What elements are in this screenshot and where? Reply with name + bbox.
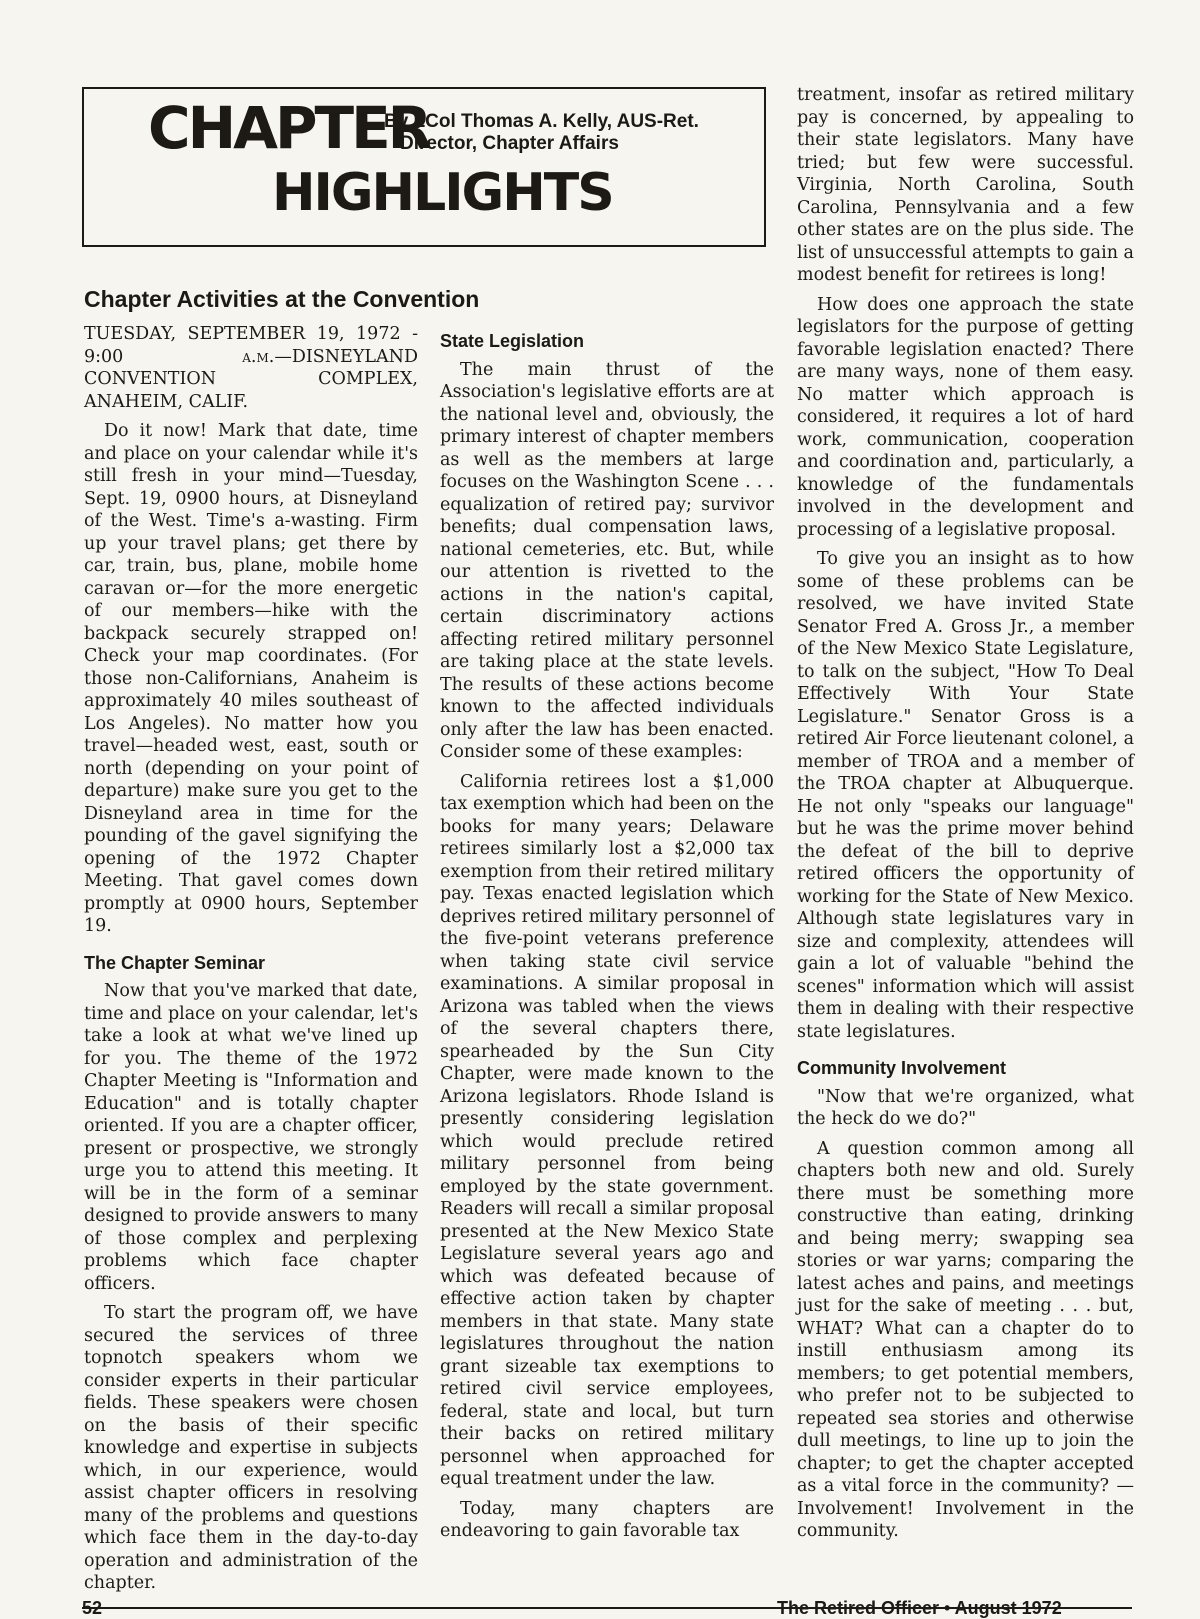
subheading-chapter-seminar: The Chapter Seminar [84,952,266,973]
subheading-state-legislation: State Legislation [440,331,585,351]
column-3 [797,84,1134,1550]
page-number: 52 [82,1598,103,1618]
article-title: Chapter Activities at the Convention [84,286,480,312]
paragraph: A question common among all chapters both new and old. Surely there must be something more constructive than eating, drinking and being merry; swapping sea stories or war yarns; comparing the latest aches and pains, and meetings just for the sake of meeting . . . but, WHAT? What can a chapter do to instill enthusiasm among its members; to get potential members, who prefer not to be subjected to repeated sea stories and otherwise dull meetings, to line up to join the chapter; to get the chapter accepted as a vital force in the community? —Involvement! Involvement in the community. [797,1138,1134,1541]
byline-title: Director, Chapter Affairs [400,133,619,154]
paragraph: Now that you've marked that date, time and place on your calendar, let's take a look at what we've lined up for you. The theme of the 1972 Chapter Meeting is "Information and Education" and is totally chapter oriented. If you are a chapter officer, present or prospective, we strongly urge you to attend this meeting. It will be in the form of a seminar designed to provide answers to many of those complex and perplexing problems which face chapter officers. [84,981,418,1294]
paragraph: treatment, insofar as retired military pay is concerned, by appealing to their state legislators. Many have tried; but few were successful. Virginia, North Carolina, South Carolina, Pennsylvania and a few other states are on the plus side. The list of unsuccessful attempts to gain a modest benefit for retirees is long! [797,85,1134,285]
dateline: TUESDAY, SEPTEMBER 19, 1972 - 9:00 a.m.—DISNEYLAND CONVENTION COMPLEX, ANAHEIM, CALIF. [84,324,418,412]
paragraph: Today, many chapters are endeavoring to gain favorable tax [440,1498,774,1541]
column-1 [84,323,418,1602]
column-2 [440,330,774,1550]
paragraph: California retirees lost a $1,000 tax exemption which had been on the books for many years; Delaware retirees similarly lost a $2,000 tax exemption from their retired military pay. Texas enacted legislation which deprives retired military personnel of the five-point veterans preference when taking state civil service examinations. A similar proposal in Arizona was tabled when the views of the several chapters there, spearheaded by the Sun City Chapter, were made known to the Arizona legislators. Rhode Island is presently considering legislation which would preclude retired military personnel from being employed by the state government. Readers will recall a similar proposal presented at the New Mexico State Legislature several years ago and which was defeated because of effective action taken by chapter members in that state. Many state legislatures throughout the nation grant sizeable tax exemptions to retired civil service employees, federal, state and local, but turn their backs on retired military personnel when approached for equal treatment under the law. [440,771,774,1489]
paragraph: The main thrust of the Association's legislative efforts are at the national level and, obviously, the primary interest of chapter members as well as the members at large focuses on the Washington Scene . . . equalization of retired pay; survivor benefits; dual compensation laws, national cemeteries, etc. But, while our attention is rivetted to the actions in the nation's capital, certain discriminatory actions affecting retired military personnel are taking place at the state levels. The results of these actions become known to the affected individuals only after the law has been enacted. Consider some of these examples: [440,359,774,762]
paragraph: Do it now! Mark that date, time and place on your calendar while it's still fresh in your mind—Tuesday, Sept. 19, 0900 hours, at Disneyland of the West. Time's a-wasting. Firm up your travel plans; get there by car, train, bus, plane, mobile home caravan or—for the more energetic of our members—hike with the backpack securely strapped on! Check your map coordinates. (For those non-Californians, Anaheim is approximately 40 miles southeast of Los Angeles). No matter how you travel—headed west, east, south or north (depending on your point of departure) make sure you get to the Disneyland area in time for the pounding of the gavel signifying the opening of the 1972 Chapter Meeting. That gavel comes down promptly at 0900 hours, September 19. [84,421,418,936]
paragraph: To give you an insight as to how some of these problems can be resolved, we have invited State Senator Fred A. Gross Jr., a member of the New Mexico State Legislature, to talk on the subject, "How To Deal Effectively With Your State Legislature." Senator Gross is a retired Air Force lieutenant colonel, a member of TROA and a member of the TROA chapter at Albuquerque. He not only "speaks our language" but he was the prime mover behind the defeat of the bill to deprive retired officers the opportunity of working for the State of New Mexico. Although state legislatures vary in size and complexity, attendees will gain a lot of valuable "behind the scenes" information which will assist them in dealing with their respective state legislatures. [797,549,1134,1042]
paragraph: To start the program off, we have secured the services of three topnotch speakers whom we consider experts in their particular fields. These speakers were chosen on the basis of their specific knowledge and expertise in subjects which, in our experience, would assist chapter officers in resolving many of the problems and questions which face them in the day-to-day operation and administration of the chapter. [84,1303,418,1593]
masthead-chapter-word: CHAPTER [148,94,430,162]
paragraph: How does one approach the state legislators for the purpose of getting favorable legislation enacted? There are many ways, none of them easy. No matter which approach is considered, it requires a lot of hard work, communication, cooperation and coordination and, particularly, a knowledge of the fundamentals involved in the development and processing of a legislative proposal. [797,294,1134,540]
byline [384,111,699,155]
subheading-community-involvement: Community Involvement [797,1058,1007,1078]
paragraph: "Now that we're organized, what the heck do we do?" [797,1086,1134,1129]
masthead-highlights-word: HIGHLIGHTS [272,163,613,223]
masthead [82,87,766,247]
publication-footer: The Retired Officer • August 1972 [777,1598,1062,1618]
byline-author: By LCol Thomas A. Kelly, AUS-Ret. [384,111,699,132]
